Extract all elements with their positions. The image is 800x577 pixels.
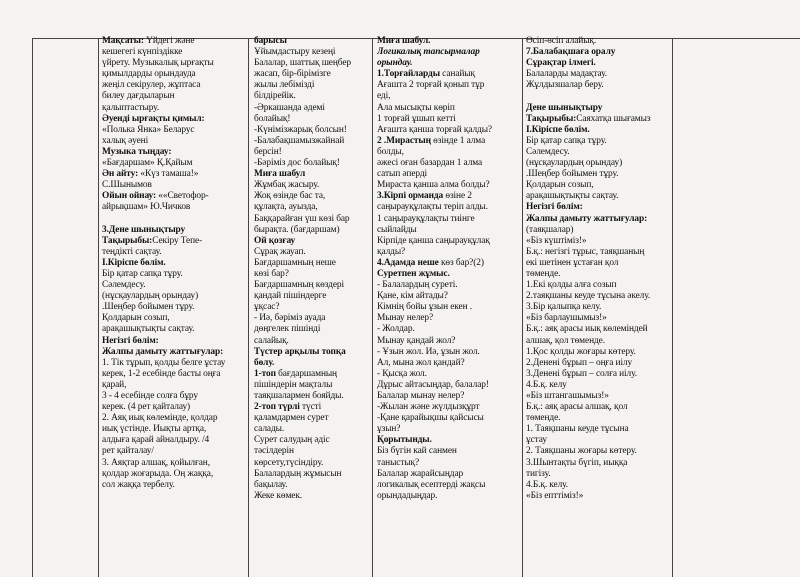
text-line: 1 торғай ұшып кетті [377, 113, 456, 124]
text-line: - Ұзын жол. Иә, ұзын жол. [377, 346, 480, 357]
text-line: айрықшам» Ю.Чичков [102, 202, 191, 213]
text-line: тигізу. [526, 468, 551, 479]
text-line: Ойын ойнау: ««Светофор- [102, 191, 209, 202]
text-line: пішіндерін мақталы [254, 379, 333, 390]
text-line: теңдікті сақтау. [102, 246, 162, 257]
text-line: жылы лебімізді [254, 80, 315, 91]
text-line: 4.Адамда неше көз бар?(2) [377, 257, 484, 268]
column-2 [254, 36, 370, 575]
text-line: Балалардың жұмысын [254, 468, 342, 479]
text-line: Мынау қандай жол? [377, 335, 456, 346]
text-line: салайық. [254, 335, 289, 346]
column-1 [102, 36, 246, 575]
text-line: еді, [377, 91, 391, 102]
text-line: Қолдарын созып, [526, 180, 594, 191]
text-line: үйрету. Музыкалық ырғақты [102, 58, 214, 69]
text-line: Музыка тыңдау: [102, 146, 172, 157]
text-line: жасап, бір-бірімізге [254, 69, 331, 80]
text-line: Жоқ өзінде бас та, [254, 191, 326, 202]
text-line: төменде. [526, 268, 561, 279]
text-line: 1 саңырауқұлақты тиінге [377, 213, 475, 224]
text-line: төменде. [526, 413, 561, 424]
text-line: Балалар, шаттық шеңбер [254, 58, 351, 69]
text-line: I.Кіріспе бөлім. [102, 257, 166, 268]
text-line: иық үстінде. Иықты артқа, [102, 424, 207, 435]
text-line: орындадыңдар. [377, 490, 438, 501]
text-line: Мираста қанша алма болды? [377, 180, 490, 191]
text-line: дөңгелек пішінді [254, 324, 321, 335]
text-line: .Шеңбер бойымен тұру. [102, 302, 195, 313]
text-line: сатып әперді [377, 169, 428, 180]
text-line: логикалық есептерді жақсы [377, 479, 486, 490]
text-line: -Жылан және жүлдызқұрт [377, 402, 480, 413]
text-line [526, 91, 670, 102]
text-line: «Біз штангашымыз!» [526, 391, 609, 401]
text-line: Миға шабул [254, 169, 306, 180]
table-border [372, 38, 373, 577]
text-line: білдірейік. [254, 91, 296, 102]
text-line: -Күнімізжарық болсын! [254, 124, 347, 135]
text-line: Негізгі бөлім: [102, 335, 159, 346]
text-line: Дене шынықтыру [526, 102, 603, 113]
text-line: арақашықтықты сақтау. [526, 191, 619, 202]
text-line: -Қане қарайықшы қайсысы [377, 413, 484, 424]
text-line: Жеке көмек. [254, 490, 303, 501]
text-line: таныстық? [377, 457, 420, 468]
text-line: Ұйымдастыру кезеңі [254, 47, 336, 58]
text-line: 4.Б.қ. келу. [526, 479, 569, 490]
text-line: 1.Екі қолды алға созып [526, 280, 617, 291]
text-line: барысы [254, 36, 287, 46]
text-line: Логикалық тапсырмалар [377, 47, 480, 58]
text-line: (таяқшалар) [526, 224, 574, 235]
text-line: 3.Бір қалыпқа келу. [526, 302, 602, 313]
text-line: 1. Таяқшаны кеуде тұсына [526, 424, 629, 435]
text-line: қолдар жоғарыда. Оң жаққа, [102, 468, 214, 479]
text-line: Мынау нелер? [377, 313, 434, 324]
text-line: (нұсқаулардың орындау) [102, 291, 199, 302]
text-line: Жұмбақ жасыру. [254, 180, 320, 191]
text-line: Жалпы дамыту жаттығулар: [526, 213, 648, 224]
text-line: -Балабақшамызжайнай [254, 135, 345, 146]
text-line: Бір қатар сапқа тұру. [102, 268, 183, 279]
text-line: Өсіп-өсіп алайық. [526, 36, 597, 46]
text-line: Б.қ.: аяқ арасы алшақ, қол [526, 402, 628, 413]
text-line: 3. Аяқтар алшақ, қойылған, [102, 457, 210, 468]
table-border [248, 38, 249, 577]
text-line: Сәлемдесу. [102, 280, 146, 291]
text-line: екі шетінен ұстаған қол [526, 257, 619, 268]
text-line: «Біз күштіміз!» [526, 235, 587, 246]
text-line: орындау. [377, 58, 413, 69]
text-line: Жалпы дамыту жаттығулар: [102, 346, 224, 357]
text-line: Негізгі бөлім: [526, 202, 583, 213]
text-line: 3.Денені бұрып – солға иілу. [526, 368, 638, 379]
text-line: Миға шабул. [377, 36, 431, 46]
text-line: салады. [254, 424, 285, 435]
text-line: Ал, мына жол қандай? [377, 357, 465, 368]
text-line: саңырауқұлақты теріп алды. [377, 202, 488, 213]
text-line: Дұрыс айтасыңдар, балалар! [377, 379, 489, 390]
text-line: Баққарайған үш көзі бар [254, 213, 350, 224]
text-line: Кірпіде қанша саңырауқұлақ [377, 235, 490, 246]
table-border [32, 38, 33, 577]
text-line: қалды? [377, 246, 406, 257]
text-line: 7.Балабақшаға оралу [526, 47, 616, 58]
text-line: Бағдаршамның неше [254, 257, 336, 268]
text-line: Сұрақтар ілмегі. [526, 58, 596, 69]
text-line: қимылдарды орындауда [102, 69, 196, 80]
text-line: болайық! [254, 113, 291, 124]
table-border [672, 38, 673, 577]
text-line: қалыптастыру. [102, 102, 160, 113]
text-line: Түстер арқылы топқа [254, 346, 346, 357]
text-line: билеу дағдыларын [102, 91, 175, 102]
text-line: -Әркашанда әдемі [254, 102, 325, 113]
text-line: Суретпен жұмыс. [377, 268, 450, 279]
text-line: Балаларды мадақтау. [526, 69, 607, 80]
text-line: I.Кіріспе бөлім. [526, 124, 590, 135]
text-line: 2. Таяқшаны жоғары көтеру. [526, 446, 637, 457]
text-line: Ән айту: «Күз тамаша!» [102, 169, 199, 180]
text-line: Сұрақ жауап. [254, 246, 306, 257]
text-line: Балалар мынау нелер? [377, 391, 465, 401]
text-line: Біз бүгін кай санмен [377, 446, 457, 457]
text-line: Қане, кім айтады? [377, 291, 448, 302]
text-line: Ағашта 2 торғай қонып тұр [377, 80, 485, 91]
text-line: 1-топ бағдаршамның [254, 368, 337, 379]
text-line: Бағдаршамның көздері [254, 280, 344, 291]
text-line: сыйлайды [377, 224, 417, 235]
table-border [98, 38, 99, 577]
text-line: 1.Торғайларды санайық [377, 69, 475, 80]
text-line: көзі бар? [254, 268, 289, 279]
text-line: (нұсқаулардың орындау) [526, 158, 623, 169]
text-line: Жұлдызшалар беру. [526, 80, 604, 91]
text-line: болды, [377, 146, 404, 157]
text-line: таяқшалармен бояйды. [254, 391, 344, 401]
text-line: рет қайталау/ [102, 446, 154, 457]
text-line: .Шеңбер бойымен тұру. [526, 169, 619, 180]
text-line: 3.Шынтақты бүгіп, иыққа [526, 457, 628, 468]
text-line: берсін! [254, 146, 282, 157]
text-line: бырақта. (бағдаршам) [254, 224, 340, 235]
text-line: Тақырыбы:Саяхатқа шығамыз [526, 113, 651, 124]
text-line: кешегегі күнпіздікке [102, 47, 183, 58]
text-line: ұзын? [377, 424, 401, 435]
text-line: 2.таяқшаны кеуде тұсына әкелу. [526, 291, 651, 302]
text-line [102, 214, 246, 225]
text-line: 2-топ түрлі түсті [254, 402, 322, 413]
text-line: сол жаққа тербелу. [102, 479, 175, 490]
text-line: - Балалардың суреті. [377, 280, 458, 291]
text-line: Б.қ.: аяқ арасы иық көлеміндей [526, 324, 648, 335]
text-line: -Бәріміз дос болайық! [254, 158, 340, 169]
text-line: - Қысқа жол. [377, 368, 427, 379]
text-line: керек, 1-2 есебінде басты оңға [102, 368, 221, 379]
text-line: 2.Денені бұрып – оңға иілу [526, 357, 633, 368]
text-line: қаламдармен сурет [254, 413, 329, 424]
text-line: Балалар жарайсыңдар [377, 468, 464, 479]
text-line: 3.Кірпі орманда өзіне 2 [377, 191, 472, 202]
text-line: ұқсас? [254, 302, 280, 313]
text-line: керек. (4 рет қайталау) [102, 402, 191, 413]
text-line: қарай, [102, 379, 127, 390]
text-line: халық әуені [102, 135, 149, 146]
text-line: 2 .Мирастың өзінде 1 алма [377, 135, 486, 146]
text-line: құлақта, ауызда, [254, 202, 318, 213]
text-line: тәсілдерін [254, 446, 294, 457]
text-line: 1.Қос қолды жоғары көтеру. [526, 346, 636, 357]
text-line: бақылау. [254, 479, 288, 490]
text-line: «Біз епттіміз!» [526, 490, 584, 501]
text-line: Ала мысықты көріп [377, 102, 455, 113]
text-line: Кімнің бойы ұзын екен . [377, 302, 472, 313]
text-line: 3.Дене шынықтыру [102, 224, 186, 235]
text-line: Мақсаты: Үйдегі және [102, 36, 195, 46]
column-3 [377, 36, 521, 575]
text-line: Сурет салудың әдіс [254, 435, 330, 446]
text-line: Ой қозғау [254, 235, 296, 246]
text-line: Тақырыбы:Секіру Тепе- [102, 235, 203, 246]
text-line: қандай пішіндерге [254, 291, 327, 302]
text-line: С.Шынымов [102, 180, 152, 191]
text-line: әжесі оған базардан 1 алма [377, 158, 483, 169]
text-line: Қолдарын созып, [102, 313, 170, 324]
text-line: алдыға қарай айналдыру. /4 [102, 435, 210, 446]
text-line: 1. Тік тұрып, қолды белге ұстау [102, 357, 226, 368]
text-line: «Бағдаршам» Қ.Қайым [102, 158, 193, 169]
text-line: «Біз барлаушымыз!» [526, 313, 607, 324]
text-line: Қорытынды. [377, 435, 432, 446]
text-line: алшақ, қол төменде. [526, 335, 605, 346]
text-line: - Иә, бәріміз ауада [254, 313, 326, 324]
text-line: арақашықтықты сақтау. [102, 324, 195, 335]
text-line: Сәлемдесу. [526, 146, 570, 157]
text-line: бөлу. [254, 357, 275, 368]
text-line: Бір қатар сапқа тұру. [526, 135, 607, 146]
text-line: - Жолдар. [377, 324, 415, 335]
text-line: ұстау [526, 435, 547, 446]
text-line: Әуенді ырғақты қимыл: [102, 113, 205, 124]
text-line: Ағашта қанша торғай қалды? [377, 124, 492, 135]
text-line: 3 - 4 есебінде солға бұру [102, 391, 198, 401]
column-4 [526, 36, 670, 575]
text-line: жеңіл секірулер, жұптаса [102, 80, 201, 91]
text-line: 2. Аяқ иық көлемінде, қолдар [102, 413, 218, 424]
text-line: 4.Б.қ. келу [526, 379, 567, 390]
table-border [522, 38, 523, 577]
text-line: Б.қ.: негізгі тұрыс, таяқшаның [526, 246, 645, 257]
text-line: «Полька Янка» Беларус [102, 124, 195, 135]
text-line: көрсету,түсіндіру. [254, 457, 324, 468]
